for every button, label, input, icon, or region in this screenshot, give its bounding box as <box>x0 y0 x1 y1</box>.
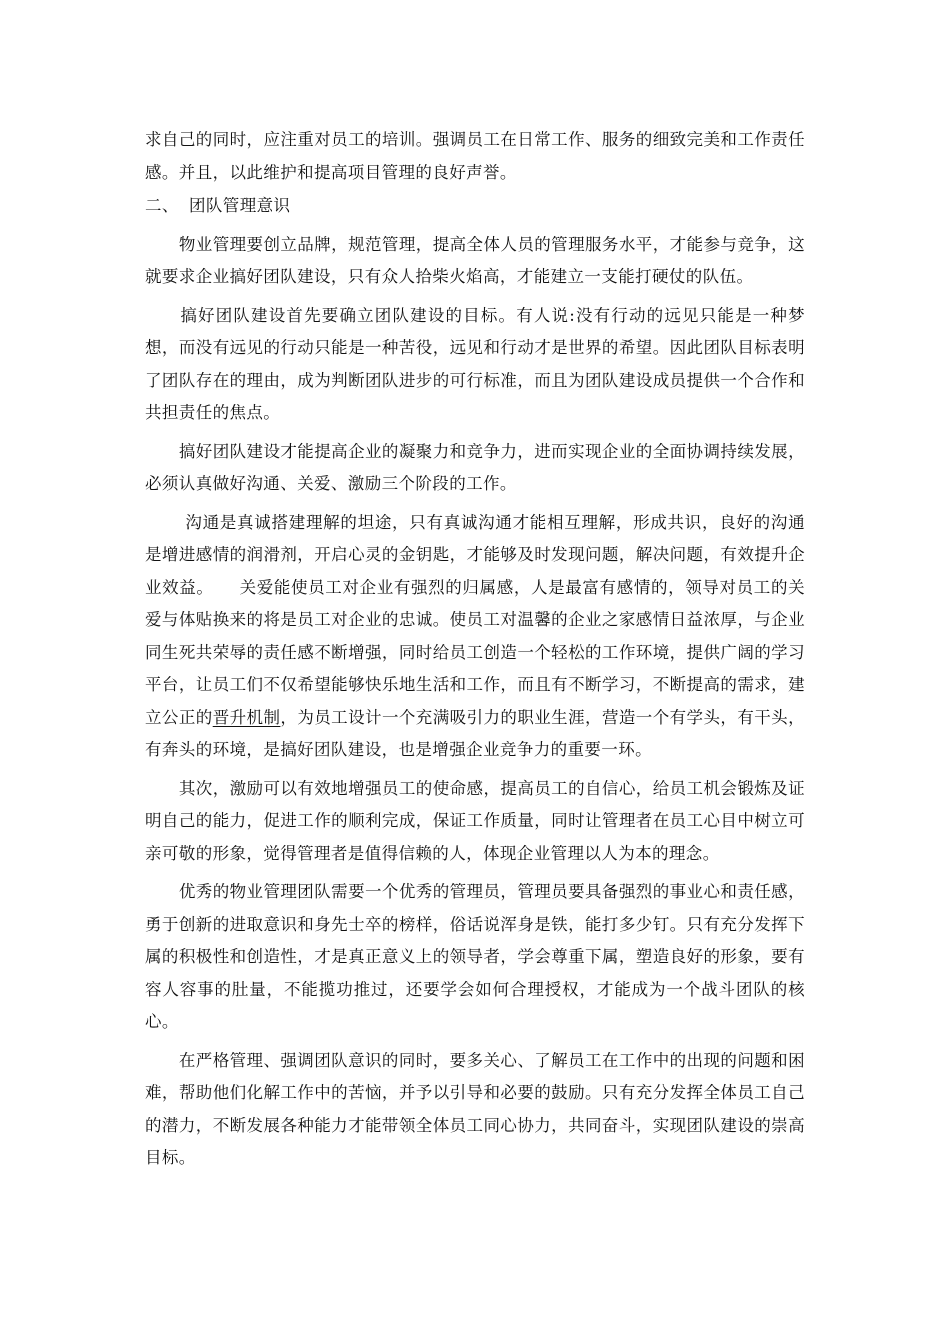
paragraph-strict-management: 在严格管理、强调团队意识的同时，要多关心、了解员工在工作中的出现的问题和困难，帮助他们化解工作中的苦恼，并予以引导和必要的鼓励。只有充分发挥全体员工自己的潜力，不断发展各种能力才能带领全体员工同心协力，共同奋斗，实现团队建设的崇高目标。 <box>145 1050 805 1167</box>
paragraph-intro-continuation: 求自己的同时，应注重对员工的培训。强调员工在日常工作、服务的细致完美和工作责任感。并且，以此维护和提高项目管理的良好声誉。 <box>145 130 805 182</box>
paragraph-cohesion: 搞好团队建设才能提高企业的凝聚力和竞争力，进而实现企业的全面协调持续发展，必须认真做好沟通、关爱、激励三个阶段的工作。 <box>145 441 805 493</box>
paragraph-communication-care <box>145 507 805 767</box>
section-heading <box>145 190 805 223</box>
paragraph-manager: 优秀的物业管理团队需要一个优秀的管理员，管理员要具备强烈的事业心和责任感，勇于创新的进取意识和身先士卒的榜样，俗话说浑身是铁，能打多少钉。只有充分发挥下属的积极性和创造性，才是真正意义上的领导者，学会尊重下属，塑造良好的形象，要有容人容事的肚量，不能揽功推过，还要学会如何合理授权，才能成为一个战斗团队的核心。 <box>145 882 805 1031</box>
document-page <box>145 124 805 1175</box>
promotion-mechanism-link[interactable]: 晋升机制 <box>212 707 281 727</box>
paragraph-motivation: 其次，激励可以有效地增强员工的使命感，提高员工的自信心，给员工机会锻炼及证明自己的能力，促进工作的顺利完成，保证工作质量，同时让管理者在员工心目中树立可亲可敬的形象，觉得管理者是值得信赖的人，体现企业管理以人为本的理念。 <box>145 778 805 863</box>
paragraph-team-goals: 搞好团队建设首先要确立团队建设的目标。有人说:没有行动的远见只能是一种梦想，而没有远见的行动只能是一种苦役，远见和行动才是世界的希望。因此团队目标表明了团队存在的理由，成为判断团队进步的可行标准，而且为团队建设成员提供一个合作和共担责任的焦点。 <box>145 305 805 422</box>
paragraph-text: ，为员工设计一个充满吸引力的职业生涯，营造一个有学头，有干头，有奔头的环境，是搞好团队建设，也是增强企业竞争力的重要一环。 <box>145 707 805 759</box>
section-number: 二、 <box>145 196 179 215</box>
paragraph-text: 沟通是真诚搭建理解的坦途，只有真诚沟通才能相互理解，形成共识，良好的沟通是增进感情的润滑剂，开启心灵的金钥匙，才能够及时发现问题，解决问题，有效提升企业效益。 关爱能使员工对企业有强烈的归属感，人是最富有感情的，领导对员工的关爱与体贴换来的将是员工对企业的忠诚。使员工对温馨的企业之家感情日益浓厚，与企业同生死共荣辱的责任感不断增强，同时给员工创造一个轻松的工作环境，提供广阔的学习平台，让员工们不仅希望能够快乐地生活和工作，而且有不断学习，不断提高的需求，建立公正的 <box>145 512 805 727</box>
paragraph-brand-building: 物业管理要创立品牌，规范管理，提高全体人员的管理服务水平，才能参与竞争，这就要求企业搞好团队建设，只有众人拾柴火焰高，才能建立一支能打硬仗的队伍。 <box>145 234 805 286</box>
section-title: 团队管理意识 <box>189 196 291 215</box>
